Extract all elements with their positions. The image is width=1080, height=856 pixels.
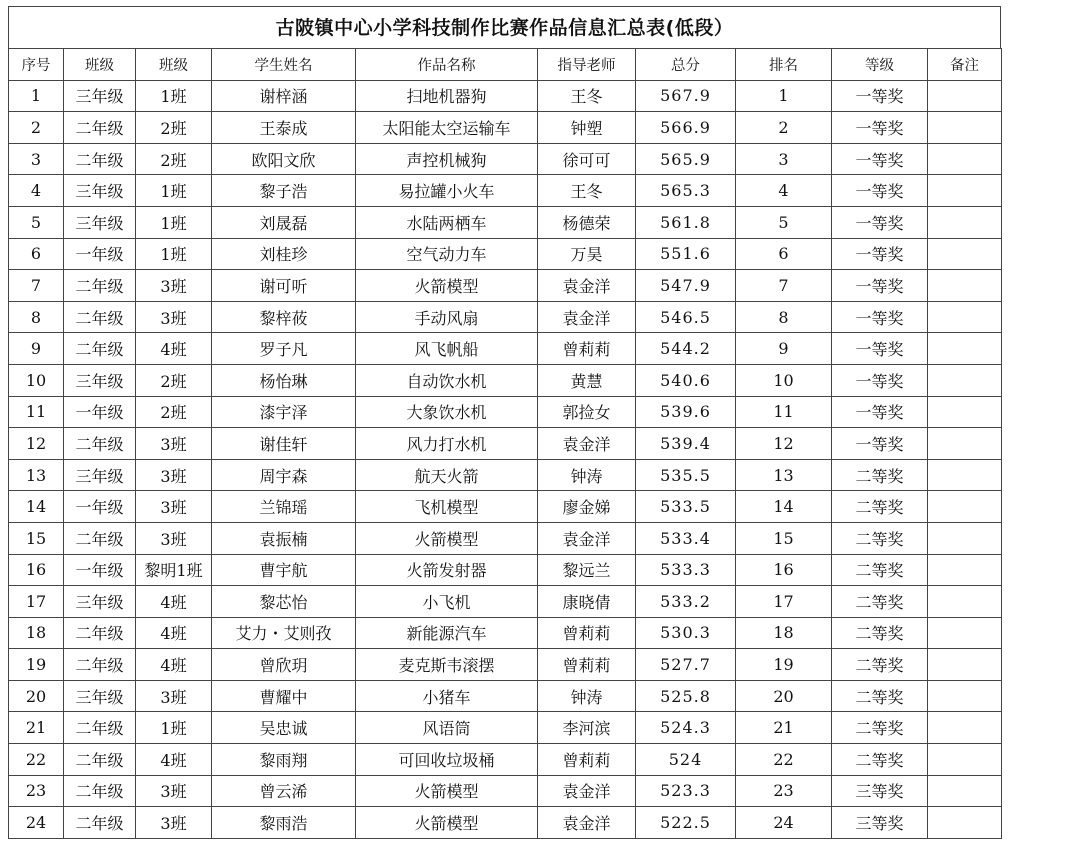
cell-student-name: 兰锦瑶: [212, 491, 356, 523]
cell-score: 523.3: [636, 775, 736, 807]
cell-work-name: 飞机模型: [356, 491, 538, 523]
cell-class: 3班: [136, 680, 212, 712]
cell-rank: 14: [736, 491, 832, 523]
cell-student-name: 周宇森: [212, 459, 356, 491]
cell-class: 2班: [136, 364, 212, 396]
cell-award: 一等奖: [832, 206, 928, 238]
cell-award: 一等奖: [832, 238, 928, 270]
cell-work-name: 小飞机: [356, 586, 538, 618]
table-row: [9, 270, 1002, 302]
cell-student-name: 艾力・艾则孜: [212, 617, 356, 649]
table-row: [9, 175, 1002, 207]
table-row: [9, 428, 1002, 460]
cell-award: 一等奖: [832, 80, 928, 112]
cell-index: 7: [9, 270, 64, 302]
cell-award: 二等奖: [832, 491, 928, 523]
cell-work-name: 火箭发射器: [356, 554, 538, 586]
table-row: [9, 459, 1002, 491]
cell-remarks: [928, 554, 1002, 586]
cell-teacher: 李河滨: [538, 712, 636, 744]
cell-remarks: [928, 112, 1002, 144]
cell-score: 535.5: [636, 459, 736, 491]
cell-work-name: 空气动力车: [356, 238, 538, 270]
cell-award: 三等奖: [832, 775, 928, 807]
cell-rank: 15: [736, 522, 832, 554]
cell-rank: 6: [736, 238, 832, 270]
cell-remarks: [928, 775, 1002, 807]
table-row: [9, 617, 1002, 649]
cell-teacher: 康晓倩: [538, 586, 636, 618]
table-header-row: [9, 49, 1002, 81]
cell-class: 3班: [136, 522, 212, 554]
cell-work-name: 火箭模型: [356, 807, 538, 839]
cell-class: 4班: [136, 333, 212, 365]
cell-rank: 20: [736, 680, 832, 712]
cell-grade: 二年级: [64, 333, 136, 365]
cell-student-name: 黎雨浩: [212, 807, 356, 839]
cell-work-name: 小猪车: [356, 680, 538, 712]
cell-grade: 一年级: [64, 491, 136, 523]
cell-remarks: [928, 80, 1002, 112]
cell-award: 二等奖: [832, 459, 928, 491]
cell-remarks: [928, 712, 1002, 744]
cell-teacher: 廖金娣: [538, 491, 636, 523]
table-row: [9, 491, 1002, 523]
cell-teacher: 杨德荣: [538, 206, 636, 238]
cell-student-name: 黎梓莜: [212, 301, 356, 333]
cell-remarks: [928, 175, 1002, 207]
cell-rank: 16: [736, 554, 832, 586]
cell-teacher: 袁金洋: [538, 522, 636, 554]
header-grade: 班级: [64, 49, 136, 81]
cell-award: 一等奖: [832, 301, 928, 333]
cell-work-name: 太阳能太空运输车: [356, 112, 538, 144]
cell-student-name: 吴忠诚: [212, 712, 356, 744]
cell-score: 544.2: [636, 333, 736, 365]
cell-grade: 二年级: [64, 744, 136, 776]
cell-teacher: 徐可可: [538, 143, 636, 175]
table-row: [9, 680, 1002, 712]
cell-rank: 22: [736, 744, 832, 776]
cell-remarks: [928, 522, 1002, 554]
cell-student-name: 欧阳文欣: [212, 143, 356, 175]
cell-teacher: 王冬: [538, 80, 636, 112]
cell-student-name: 王泰成: [212, 112, 356, 144]
award-summary-sheet: [8, 6, 1001, 839]
cell-work-name: 火箭模型: [356, 522, 538, 554]
cell-index: 9: [9, 333, 64, 365]
table-row: [9, 143, 1002, 175]
cell-grade: 三年级: [64, 364, 136, 396]
table-row: [9, 333, 1002, 365]
cell-index: 23: [9, 775, 64, 807]
cell-index: 17: [9, 586, 64, 618]
table-row: [9, 649, 1002, 681]
cell-grade: 二年级: [64, 807, 136, 839]
cell-score: 547.9: [636, 270, 736, 302]
cell-student-name: 谢可听: [212, 270, 356, 302]
header-rank: 排名: [736, 49, 832, 81]
header-student-name: 学生姓名: [212, 49, 356, 81]
cell-rank: 9: [736, 333, 832, 365]
cell-teacher: 袁金洋: [538, 775, 636, 807]
cell-class: 2班: [136, 396, 212, 428]
table-row: [9, 112, 1002, 144]
cell-award: 二等奖: [832, 712, 928, 744]
cell-score: 533.2: [636, 586, 736, 618]
cell-rank: 1: [736, 80, 832, 112]
cell-award: 一等奖: [832, 175, 928, 207]
cell-student-name: 袁振楠: [212, 522, 356, 554]
cell-remarks: [928, 680, 1002, 712]
cell-award: 一等奖: [832, 143, 928, 175]
cell-class: 1班: [136, 175, 212, 207]
header-class: 班级: [136, 49, 212, 81]
award-table: [8, 48, 1002, 839]
cell-class: 4班: [136, 744, 212, 776]
cell-index: 22: [9, 744, 64, 776]
cell-score: 540.6: [636, 364, 736, 396]
cell-remarks: [928, 143, 1002, 175]
cell-student-name: 黎子浩: [212, 175, 356, 207]
cell-grade: 三年级: [64, 206, 136, 238]
cell-student-name: 黎芯怡: [212, 586, 356, 618]
cell-award: 一等奖: [832, 112, 928, 144]
cell-grade: 二年级: [64, 428, 136, 460]
cell-index: 24: [9, 807, 64, 839]
cell-score: 566.9: [636, 112, 736, 144]
cell-score: 527.7: [636, 649, 736, 681]
cell-score: 551.6: [636, 238, 736, 270]
cell-student-name: 谢梓涵: [212, 80, 356, 112]
cell-rank: 18: [736, 617, 832, 649]
cell-grade: 三年级: [64, 80, 136, 112]
cell-teacher: 曾莉莉: [538, 744, 636, 776]
cell-remarks: [928, 491, 1002, 523]
cell-student-name: 曹宇航: [212, 554, 356, 586]
cell-index: 11: [9, 396, 64, 428]
table-row: [9, 554, 1002, 586]
cell-work-name: 大象饮水机: [356, 396, 538, 428]
cell-work-name: 火箭模型: [356, 270, 538, 302]
cell-rank: 3: [736, 143, 832, 175]
cell-rank: 4: [736, 175, 832, 207]
cell-teacher: 曾莉莉: [538, 617, 636, 649]
cell-rank: 10: [736, 364, 832, 396]
cell-grade: 一年级: [64, 238, 136, 270]
cell-score: 525.8: [636, 680, 736, 712]
cell-grade: 二年级: [64, 522, 136, 554]
cell-score: 524.3: [636, 712, 736, 744]
cell-grade: 三年级: [64, 680, 136, 712]
cell-remarks: [928, 238, 1002, 270]
cell-work-name: 风语筒: [356, 712, 538, 744]
cell-teacher: 钟涛: [538, 680, 636, 712]
cell-work-name: 扫地机器狗: [356, 80, 538, 112]
cell-teacher: 王冬: [538, 175, 636, 207]
cell-award: 二等奖: [832, 617, 928, 649]
cell-rank: 2: [736, 112, 832, 144]
cell-award: 三等奖: [832, 807, 928, 839]
cell-remarks: [928, 807, 1002, 839]
cell-class: 1班: [136, 80, 212, 112]
cell-index: 1: [9, 80, 64, 112]
cell-award: 一等奖: [832, 364, 928, 396]
cell-class: 1班: [136, 238, 212, 270]
cell-rank: 11: [736, 396, 832, 428]
cell-remarks: [928, 744, 1002, 776]
cell-teacher: 曾莉莉: [538, 649, 636, 681]
header-remarks: 备注: [928, 49, 1002, 81]
cell-class: 3班: [136, 428, 212, 460]
cell-class: 1班: [136, 712, 212, 744]
cell-grade: 一年级: [64, 554, 136, 586]
cell-teacher: 郭捡女: [538, 396, 636, 428]
cell-work-name: 航天火箭: [356, 459, 538, 491]
cell-student-name: 刘晟磊: [212, 206, 356, 238]
cell-remarks: [928, 649, 1002, 681]
cell-class: 4班: [136, 649, 212, 681]
header-teacher: 指导老师: [538, 49, 636, 81]
cell-class: 2班: [136, 143, 212, 175]
cell-score: 539.4: [636, 428, 736, 460]
cell-score: 565.9: [636, 143, 736, 175]
cell-remarks: [928, 459, 1002, 491]
cell-class: 1班: [136, 206, 212, 238]
cell-rank: 23: [736, 775, 832, 807]
cell-rank: 8: [736, 301, 832, 333]
cell-grade: 三年级: [64, 175, 136, 207]
cell-index: 8: [9, 301, 64, 333]
cell-student-name: 罗子凡: [212, 333, 356, 365]
cell-index: 4: [9, 175, 64, 207]
cell-index: 5: [9, 206, 64, 238]
cell-class: 黎明1班: [136, 554, 212, 586]
cell-remarks: [928, 270, 1002, 302]
table-row: [9, 522, 1002, 554]
cell-index: 18: [9, 617, 64, 649]
cell-work-name: 声控机械狗: [356, 143, 538, 175]
table-row: [9, 807, 1002, 839]
cell-work-name: 易拉罐小火车: [356, 175, 538, 207]
cell-grade: 一年级: [64, 396, 136, 428]
cell-index: 3: [9, 143, 64, 175]
cell-grade: 二年级: [64, 270, 136, 302]
cell-award: 二等奖: [832, 522, 928, 554]
cell-work-name: 手动风扇: [356, 301, 538, 333]
cell-index: 13: [9, 459, 64, 491]
cell-student-name: 曹耀中: [212, 680, 356, 712]
table-row: [9, 364, 1002, 396]
cell-teacher: 袁金洋: [538, 301, 636, 333]
cell-remarks: [928, 364, 1002, 396]
cell-index: 10: [9, 364, 64, 396]
cell-class: 2班: [136, 112, 212, 144]
cell-class: 3班: [136, 270, 212, 302]
cell-score: 524: [636, 744, 736, 776]
table-row: [9, 712, 1002, 744]
cell-remarks: [928, 301, 1002, 333]
cell-work-name: 风力打水机: [356, 428, 538, 460]
cell-grade: 二年级: [64, 649, 136, 681]
cell-grade: 二年级: [64, 143, 136, 175]
table-row: [9, 586, 1002, 618]
cell-award: 二等奖: [832, 680, 928, 712]
cell-score: 567.9: [636, 80, 736, 112]
cell-grade: 三年级: [64, 459, 136, 491]
cell-index: 15: [9, 522, 64, 554]
table-row: [9, 238, 1002, 270]
cell-class: 3班: [136, 775, 212, 807]
header-score: 总分: [636, 49, 736, 81]
cell-index: 20: [9, 680, 64, 712]
cell-index: 12: [9, 428, 64, 460]
cell-class: 4班: [136, 617, 212, 649]
cell-rank: 12: [736, 428, 832, 460]
cell-index: 19: [9, 649, 64, 681]
cell-rank: 17: [736, 586, 832, 618]
cell-score: 533.5: [636, 491, 736, 523]
cell-teacher: 万昊: [538, 238, 636, 270]
cell-award: 一等奖: [832, 396, 928, 428]
cell-rank: 21: [736, 712, 832, 744]
cell-teacher: 袁金洋: [538, 807, 636, 839]
header-work-name: 作品名称: [356, 49, 538, 81]
cell-class: 3班: [136, 301, 212, 333]
cell-work-name: 自动饮水机: [356, 364, 538, 396]
cell-remarks: [928, 206, 1002, 238]
cell-award: 二等奖: [832, 554, 928, 586]
cell-score: 546.5: [636, 301, 736, 333]
cell-class: 3班: [136, 491, 212, 523]
cell-rank: 19: [736, 649, 832, 681]
cell-student-name: 曾欣玥: [212, 649, 356, 681]
table-row: [9, 744, 1002, 776]
cell-grade: 二年级: [64, 712, 136, 744]
cell-index: 14: [9, 491, 64, 523]
cell-remarks: [928, 333, 1002, 365]
cell-award: 二等奖: [832, 649, 928, 681]
cell-award: 一等奖: [832, 333, 928, 365]
cell-grade: 二年级: [64, 301, 136, 333]
cell-remarks: [928, 428, 1002, 460]
cell-teacher: 黎远兰: [538, 554, 636, 586]
cell-grade: 二年级: [64, 617, 136, 649]
cell-remarks: [928, 586, 1002, 618]
cell-remarks: [928, 396, 1002, 428]
cell-teacher: 钟塑: [538, 112, 636, 144]
cell-rank: 24: [736, 807, 832, 839]
cell-student-name: 杨怡琳: [212, 364, 356, 396]
cell-grade: 二年级: [64, 112, 136, 144]
cell-student-name: 曾云浠: [212, 775, 356, 807]
cell-score: 561.8: [636, 206, 736, 238]
cell-rank: 13: [736, 459, 832, 491]
cell-teacher: 曾莉莉: [538, 333, 636, 365]
cell-rank: 7: [736, 270, 832, 302]
cell-award: 二等奖: [832, 744, 928, 776]
cell-remarks: [928, 617, 1002, 649]
table-row: [9, 206, 1002, 238]
cell-index: 6: [9, 238, 64, 270]
table-row: [9, 301, 1002, 333]
cell-index: 21: [9, 712, 64, 744]
cell-work-name: 可回收垃圾桶: [356, 744, 538, 776]
cell-index: 2: [9, 112, 64, 144]
cell-award: 一等奖: [832, 270, 928, 302]
cell-class: 3班: [136, 459, 212, 491]
cell-class: 3班: [136, 807, 212, 839]
header-award: 等级: [832, 49, 928, 81]
cell-student-name: 谢佳轩: [212, 428, 356, 460]
table-row: [9, 775, 1002, 807]
cell-teacher: 黄慧: [538, 364, 636, 396]
cell-teacher: 袁金洋: [538, 428, 636, 460]
cell-score: 530.3: [636, 617, 736, 649]
cell-student-name: 刘桂珍: [212, 238, 356, 270]
cell-score: 533.4: [636, 522, 736, 554]
cell-teacher: 袁金洋: [538, 270, 636, 302]
cell-work-name: 麦克斯韦滚摆: [356, 649, 538, 681]
cell-teacher: 钟涛: [538, 459, 636, 491]
cell-work-name: 风飞帆船: [356, 333, 538, 365]
cell-grade: 二年级: [64, 775, 136, 807]
cell-work-name: 水陆两栖车: [356, 206, 538, 238]
cell-student-name: 漆宇泽: [212, 396, 356, 428]
cell-work-name: 新能源汽车: [356, 617, 538, 649]
cell-award: 一等奖: [832, 428, 928, 460]
cell-index: 16: [9, 554, 64, 586]
cell-student-name: 黎雨翔: [212, 744, 356, 776]
cell-award: 二等奖: [832, 586, 928, 618]
cell-class: 4班: [136, 586, 212, 618]
table-row: [9, 80, 1002, 112]
cell-rank: 5: [736, 206, 832, 238]
cell-score: 565.3: [636, 175, 736, 207]
header-index: 序号: [9, 49, 64, 81]
cell-work-name: 火箭模型: [356, 775, 538, 807]
sheet-title: 古陂镇中心小学科技制作比赛作品信息汇总表(低段）: [8, 6, 1001, 48]
cell-score: 533.3: [636, 554, 736, 586]
cell-grade: 三年级: [64, 586, 136, 618]
table-row: [9, 396, 1002, 428]
cell-score: 539.6: [636, 396, 736, 428]
cell-score: 522.5: [636, 807, 736, 839]
